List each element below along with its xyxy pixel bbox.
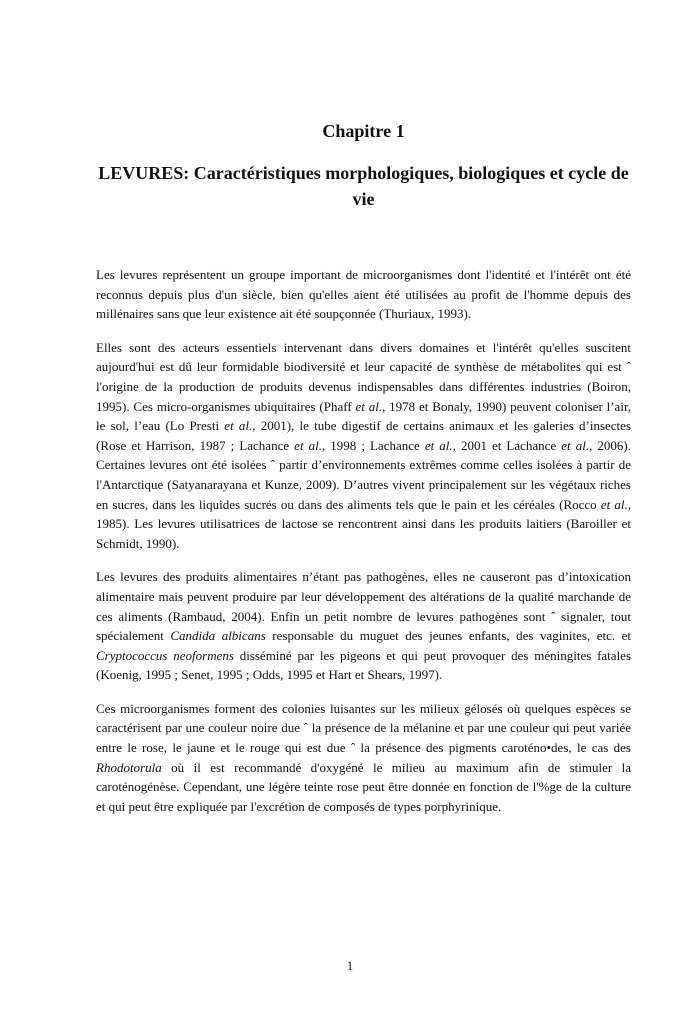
paragraph-text: , 1978 et Bonaly, 1990) peuvent coloniser l’air, le sol, l’eau (Lo Presti: [96, 398, 631, 434]
citation-et-al: et al.,: [561, 437, 593, 453]
species-name: Rhodotorula: [96, 759, 162, 775]
paragraph-4: [96, 699, 631, 817]
citation-et-al: et al.: [600, 496, 628, 512]
paragraph-text: , 1998 ; Lachance: [321, 437, 425, 453]
paragraph-2: [96, 338, 631, 554]
paragraph-text: 2001 et Lachance: [455, 437, 562, 453]
chapter-label: Chapitre 1: [322, 121, 405, 141]
paragraph-1: [96, 265, 631, 324]
paragraph-text: Ces microorganismes forment des colonies luisantes sur les milieux gélosés où quelques espèces se caractérisent par une couleur noire due ˆ la présence de la mélanine et par une couleur qui peut variée entre le rose, le jaune et le rouge qui est due ˆ la présence des pigments caroténo•des, le cas des: [96, 700, 631, 756]
paragraph-text: responsable du muguet des jeunes enfants, des vaginites, etc. et: [265, 628, 632, 644]
page-number: 1: [346, 958, 354, 973]
citation-et-al: et al.,: [424, 437, 456, 453]
citation-et-al: et al.: [355, 398, 383, 414]
species-name: Cryptococcus neoformens: [96, 647, 234, 663]
chapter-title: LEVURES: Caractéristiques morphologiques, biologiques et cycle de vie: [98, 163, 629, 209]
document-page: [96, 118, 631, 816]
paragraph-text: 2001), le tube digestif de certains animaux et les galeries d’insectes (Rose et Harrison, 1987 ; Lachance: [96, 418, 631, 453]
paragraph-text: Les levures des produits alimentaires n’étant pas pathogènes, elles ne causeront pas d’intoxication alimentaire mais peuvent produire par leur développement des altérations de la qualité marchande de ces aliments (Rambaud, 2004). Enfin un petit nombre de levures pathogènes sont ˆ signaler, tout spécialement: [96, 569, 631, 644]
species-name: Candida albicans: [170, 628, 266, 644]
paragraph-text: Les levures représentent un groupe important de microorganismes dont l'identité et l'intérêt ont été reconnus depuis plus d'un siècle, bien qu'elles aient été utilisées au profit de l'homme depuis des millénaires sans que leur existence ait été soupçonnée (Thuriaux, 1993).: [96, 267, 631, 322]
paragraph-text: où il est recommandé d'oxygéné le milieu au maximum afin de stimuler la caroténogénèse. Cependant, une légère teinte rose peut être donnée en fonction de l'%ge de la culture et qui peut être expliquée par l'excrétion de composés de types porphyrinique.: [96, 759, 631, 814]
paragraph-text: 2006). Certaines levures ont été isolées ˆ partir d’environnements extrêmes comme celles isolées à partir de l'Antarctique (Satyanarayana et Kunze, 2009). D’autres vivent principalement sur les végétaux riches en sucres, dans les liquides sucrés ou dans des aliments tels que le pain et les céréales (Rocco: [96, 437, 631, 512]
paragraph-text: , 1985). Les levures utilisatrices de lactose se rencontrent ainsi dans les produits laitiers (Baroiller et Schmidt, 1990).: [96, 496, 631, 551]
paragraph-text: disséminé par les pigeons et qui peut provoquer des méningites fatales (Koenig, 1995 ; Senet, 1995 ; Odds, 1995 et Hart et Shears, 1997).: [96, 647, 632, 683]
paragraph-text: Elles sont des acteurs essentiels intervenant dans divers domaines et l'intérêt qu'elles suscitent aujourd'hui est dû leur formidable biodiversité et leur capacité de synthèse de métabolites qui est ˆ l'origine de la production de produits devenus indispensables dans différentes industries (Boiron, 1995). Ces micro-organismes ubiquitaires (Phaff: [96, 339, 631, 414]
paragraph-3: [96, 567, 631, 685]
citation-et-al: et al.,: [224, 418, 256, 434]
citation-et-al: et al.: [294, 437, 322, 453]
